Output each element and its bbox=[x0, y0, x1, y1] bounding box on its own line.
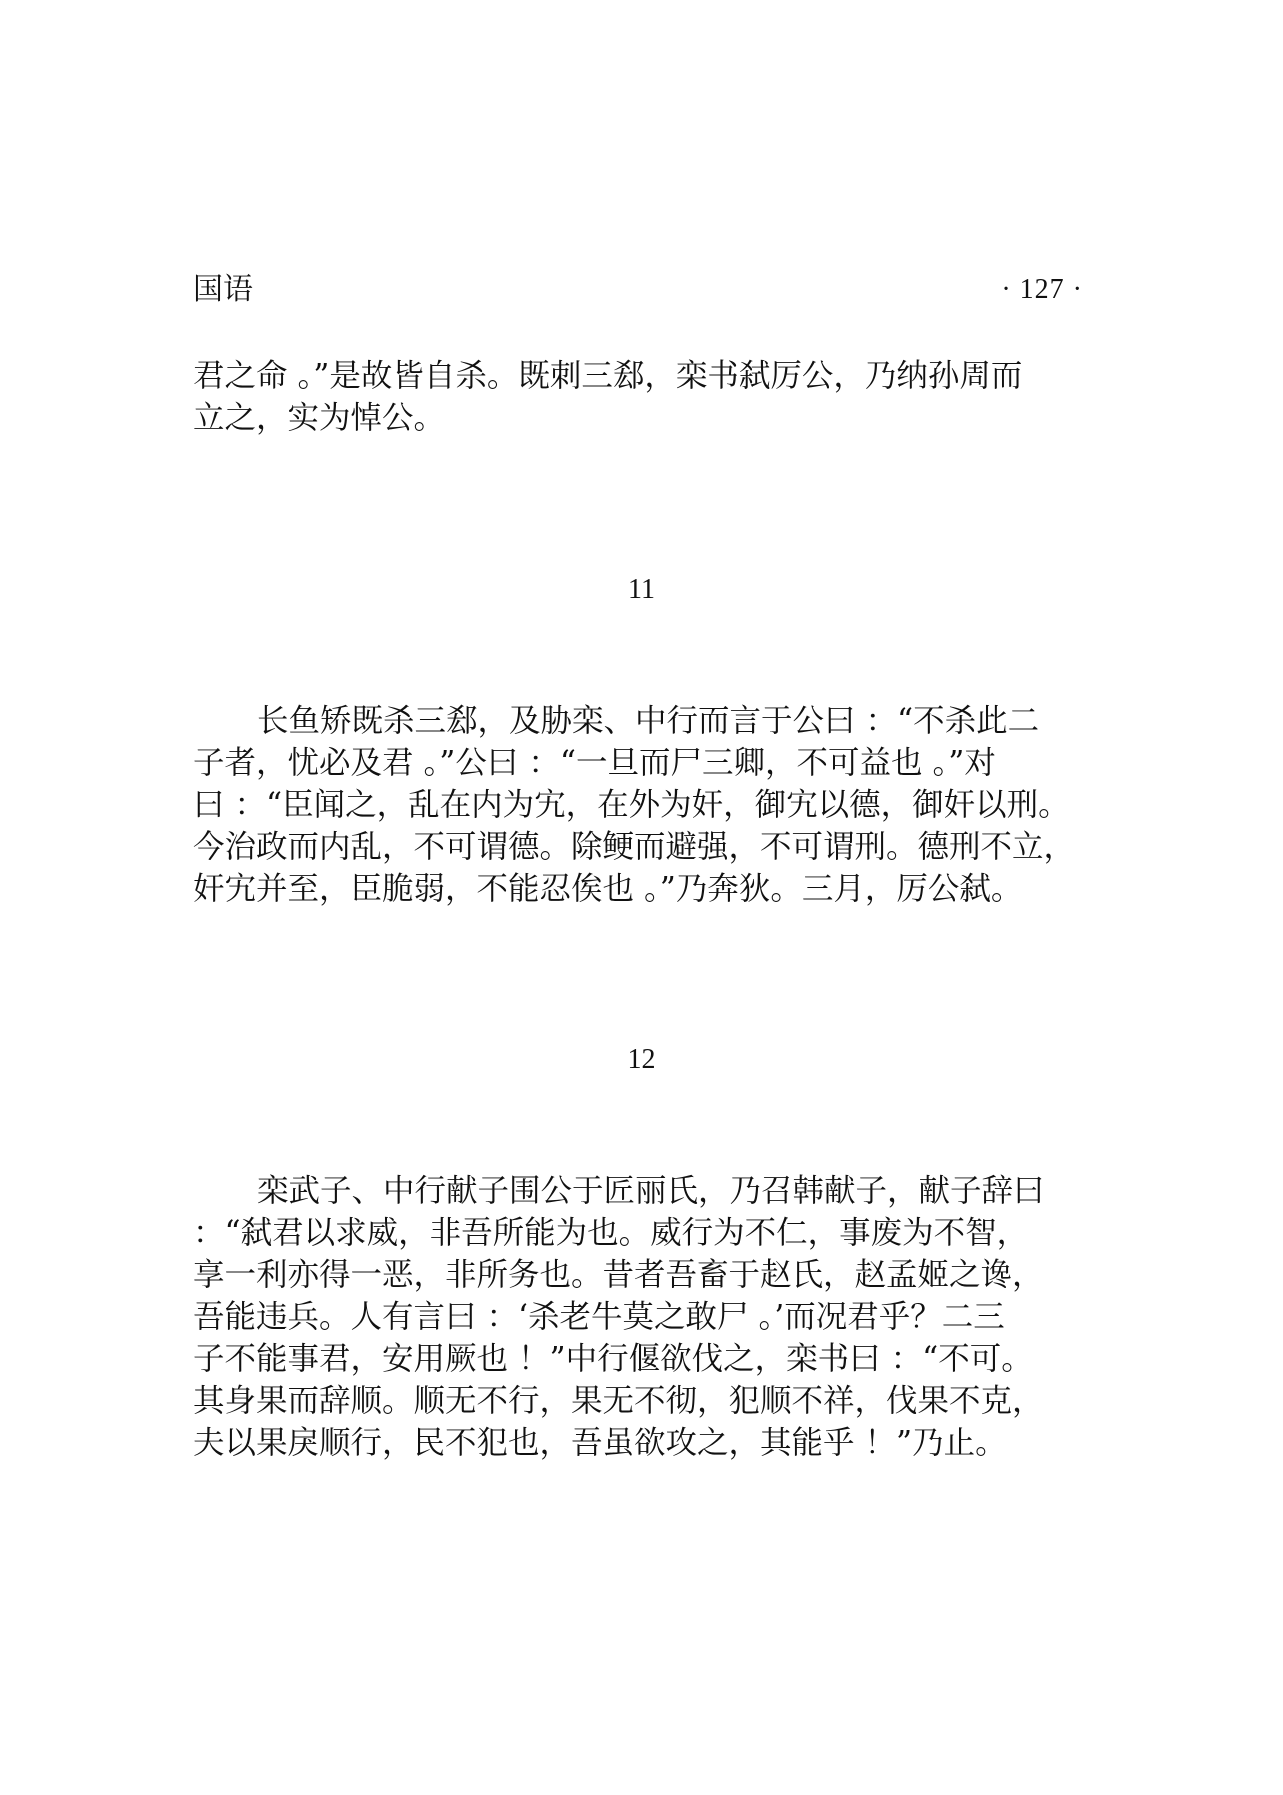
text-line: 奸宄并至，臣脆弱，不能忍俟也 。”乃奔狄。三月，厉公弑。 bbox=[193, 871, 1023, 907]
text-line: 君之命 。”是故皆自杀。既刺三郄，栾书弑厉公，乃纳孙周而 bbox=[193, 358, 1023, 394]
text-line: 曰 ：“臣闻之，乱在内为宄，在外为奸，御宄以德，御奸以刑。 bbox=[193, 787, 1070, 823]
paragraph-section-11 bbox=[193, 700, 1093, 910]
paragraph-continued bbox=[193, 355, 1093, 439]
text-line: 今治政而内乱，不可谓德。除鲠而避强，不可谓刑。德刑不立， bbox=[193, 829, 1076, 865]
paragraph-section-12 bbox=[193, 1170, 1093, 1464]
text-line: 栾武子、中行献子围公于匠丽氏，乃召韩献子，献子辞曰 bbox=[257, 1173, 1045, 1209]
text-line: ：“弑君以求威，非吾所能为也。威行为不仁，事废为不智， bbox=[193, 1215, 1029, 1251]
running-header bbox=[193, 268, 1083, 312]
page-number: · 127 · bbox=[1001, 274, 1083, 305]
section-number-12: 12 bbox=[627, 1044, 656, 1075]
text-line: 吾能违兵。人有言曰 ：‘杀老牛莫之敢尸 。’而况君乎？二三 bbox=[193, 1299, 1005, 1335]
text-line: 子者，忧必及君 。”公曰 ：“一旦而尸三卿，不可益也 。”对 bbox=[193, 745, 996, 781]
text-line: 享一利亦得一恶，非所务也。昔者吾畜于赵氏，赵孟姬之谗， bbox=[193, 1257, 1044, 1293]
text-line: 子不能事君，安用厥也 ！”中行偃欲伐之，栾书曰 ：“不可。 bbox=[193, 1341, 1033, 1377]
text-line: 夫以果戾顺行，民不犯也，吾虽欲攻之，其能乎 ！”乃止。 bbox=[193, 1425, 1007, 1461]
book-title: 国语 bbox=[193, 272, 253, 307]
text-line: 其身果而辞顺。顺无不行，果无不彻，犯顺不祥，伐果不克， bbox=[193, 1383, 1044, 1419]
text-line: 立之，实为悼公。 bbox=[193, 400, 446, 436]
section-number-11: 11 bbox=[628, 574, 655, 605]
text-line: 长鱼矫既杀三郄，及胁栾、中行而言于公曰 ：“不杀此二 bbox=[257, 703, 1040, 739]
